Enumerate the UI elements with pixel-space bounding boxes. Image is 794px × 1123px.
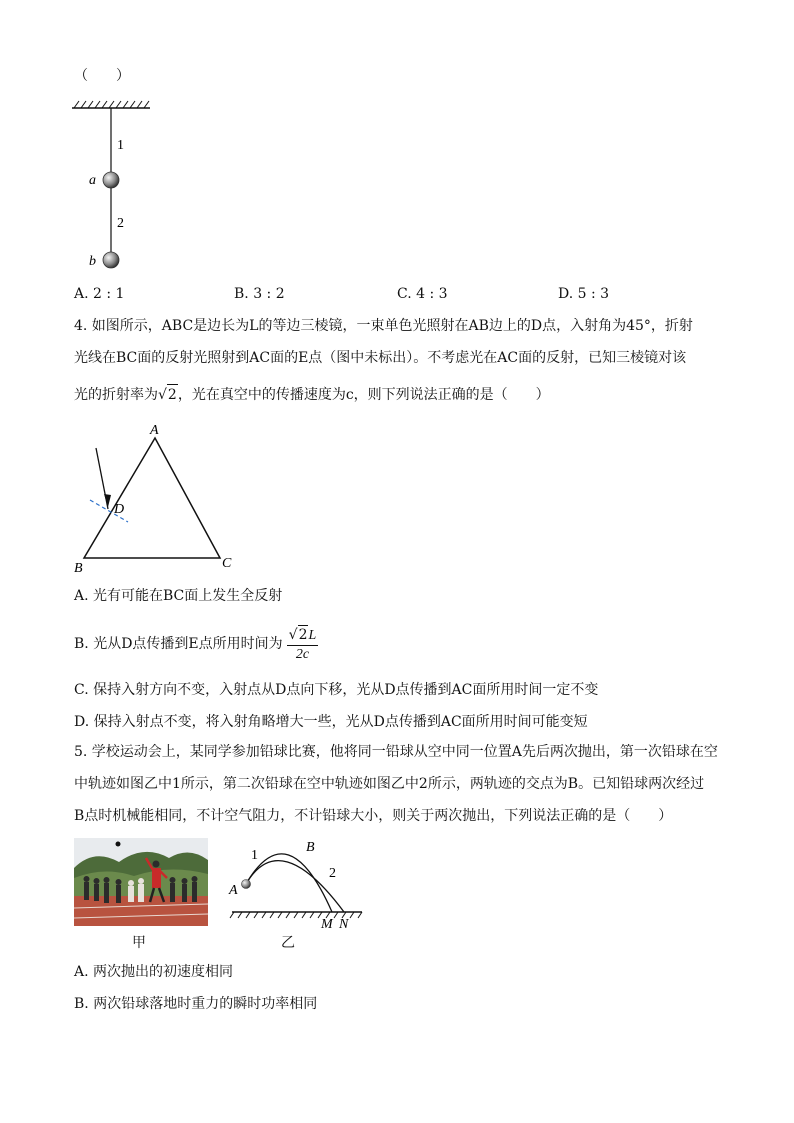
q5-stem-line-1: 5. 学校运动会上，某同学参加铅球比赛，他将同一铅球从空中同一位置A先后两次抛出，第一次铅球在空 — [74, 744, 718, 760]
label-C: C — [222, 556, 232, 571]
q4-option-d[interactable]: D. 保持入射点不变，将入射角略增大一些，光从D点传播到AC面所用时间可能变短 — [74, 714, 588, 730]
label-M: M — [321, 917, 333, 932]
q4-optB-num: L — [308, 627, 317, 643]
label-ball-a: a — [89, 173, 96, 188]
ball-b — [103, 252, 119, 268]
q5-stem-line-3: B点时机械能相同，不计空气阻力，不计铅球大小，则关于两次抛出，下列说法正确的是（ ） — [74, 808, 673, 824]
prism-triangle — [84, 438, 220, 558]
q4-line3-sqrt: 2 — [167, 384, 178, 405]
q4-optB-text: B. 光从D点传播到E点所用时间为 — [74, 636, 283, 652]
q4-stem-line-3 — [74, 384, 550, 405]
sqrt-symbol: √ — [158, 387, 167, 403]
q4-optB-den: 2c — [295, 646, 310, 662]
label-A: A — [229, 883, 238, 898]
q4-line3-post: ，光在真空中的传播速度为c，则下列说法正确的是（ ） — [177, 387, 550, 403]
q4-option-c[interactable]: C. 保持入射方向不变，入射点从D点向下移，光从D点传播到AC面所用时间一定不变 — [74, 682, 599, 698]
shot-put-photo — [74, 838, 208, 926]
label-1: 1 — [251, 848, 258, 863]
incident-arrow — [104, 494, 111, 507]
q5-stem-line-2: 中轨迹如图乙中1所示，第二次铅球在空中轨迹如图乙中2所示，两轨迹的交点为B。已知铅球两次经过 — [74, 776, 705, 792]
q5-option-a[interactable]: A. 两次抛出的初速度相同 — [74, 964, 234, 980]
q3-option-a[interactable]: A. 2 : 1 — [74, 286, 125, 302]
caption-yi: 乙 — [281, 935, 295, 951]
trajectory-figure — [222, 834, 366, 934]
shot-ball — [242, 880, 251, 889]
label-D: D — [114, 502, 125, 517]
q3-option-c[interactable]: C. 4 : 3 — [397, 286, 448, 302]
ceiling — [72, 101, 150, 108]
label-rope-1: 1 — [117, 138, 124, 153]
label-ball-b: b — [89, 254, 96, 269]
label-rope-2: 2 — [117, 216, 124, 231]
q3-option-b[interactable]: B. 3 : 2 — [234, 286, 285, 302]
q4-prism-figure — [68, 416, 248, 578]
q3-option-d[interactable]: D. 5 : 3 — [558, 286, 610, 302]
q4-stem-line-2: 光线在BC面的反射光照射到AC面的E点（图中未标出）。不考虑光在AC面的反射，已知三棱镜对该 — [74, 350, 687, 366]
q4-option-a[interactable]: A. 光有可能在BC面上发生全反射 — [74, 588, 283, 604]
q5-option-b[interactable]: B. 两次铅球落地时重力的瞬时功率相同 — [74, 996, 318, 1012]
ball-a — [103, 172, 119, 188]
q4-optB-fraction — [287, 625, 319, 664]
q4-option-b[interactable] — [74, 624, 318, 664]
sqrt-symbol: √ — [288, 626, 298, 643]
caption-jia: 甲 — [132, 935, 146, 951]
label-2: 2 — [329, 866, 336, 881]
q4-optB-sqrt: 2 — [298, 626, 308, 643]
label-A: A — [150, 423, 159, 438]
label-N: N — [339, 917, 349, 932]
q4-stem-line-1: 4. 如图所示，ABC是边长为L的等边三棱镜，一束单色光照射在AB边上的D点，入射角为45°，折射 — [74, 318, 693, 334]
q3-answer-bracket: （ ） — [74, 68, 130, 84]
label-B: B — [74, 561, 83, 576]
q3-pendulum-figure — [60, 90, 170, 280]
label-B: B — [306, 840, 315, 855]
fraction-numerator — [287, 625, 319, 646]
q4-line3-pre: 光的折射率为 — [74, 387, 158, 403]
